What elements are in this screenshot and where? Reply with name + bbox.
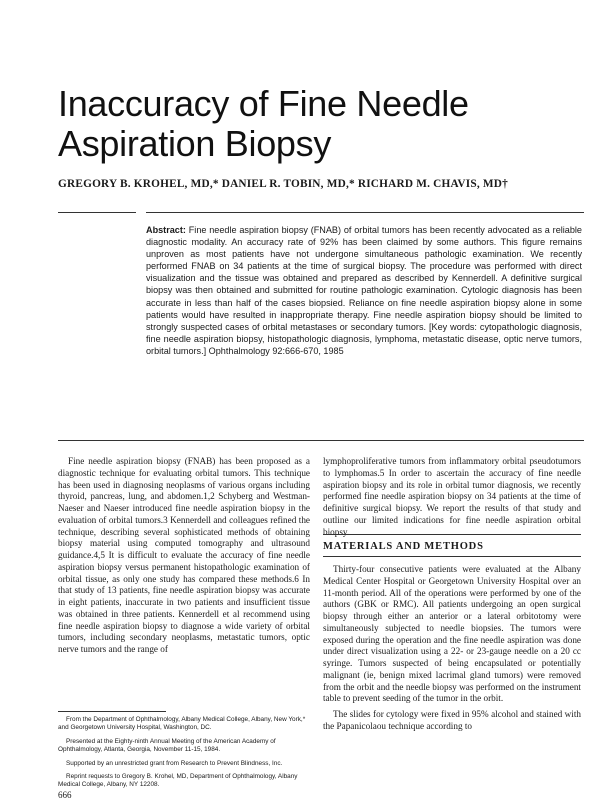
body-column-left <box>58 456 310 656</box>
section-rule-bottom <box>323 556 581 557</box>
section-rule-top <box>323 534 581 535</box>
article-title-line-1: Inaccuracy of Fine Needle <box>58 83 469 124</box>
methods-paragraph-2: The slides for cytology were fixed in 95% alcohol and stained with the Papanicolaou technique according to <box>323 709 581 731</box>
author-list: GREGORY B. KROHEL, MD,* DANIEL R. TOBIN, MD,* RICHARD M. CHAVIS, MD† <box>58 178 508 190</box>
section-heading-methods: MATERIALS AND METHODS <box>323 541 484 552</box>
footnote-presented: Presented at the Eighty-ninth Annual Meeting of the American Academy of Ophthalmology, Atlanta, Georgia, November 11-15, 1984. <box>58 737 276 754</box>
intro-paragraph: Fine needle aspiration biopsy (FNAB) has been proposed as a diagnostic technique for evaluating orbital tumors. This technique has been used in diagnosing neoplasms of various organs including thyroid, pancreas, lung, and abdomen.1,2 Schyberg and Westman-Naeser and Naeser introduced fine needle aspiration biopsy in the evaluation of orbital tumors.3 Kennerdell and colleagues refined the technique, describing several sophisticated methods of obtaining biopsy material using computed tomography and ultrasound guidance.4,5 It is difficult to evaluate the accuracy of fine needle aspiration biopsy versus permanent histopathologic examination of orbital tissue, as only one study has compared these methods.6 In that study of 13 patients, fine needle aspiration biopsy was accurate in eight patients, inaccurate in two patients and insufficient tissue was obtained in three patients. Kennerdell et al recommend using fine needle aspiration biopsy to diagnose a wide variety of orbital tumors, including secondary neoplasms, metastatic tumors, optic nerve tumors and the range of <box>58 456 310 654</box>
article-title-line-2: Aspiration Biopsy <box>58 123 332 164</box>
footnote-rule <box>58 711 166 712</box>
footnote-reprints: Reprint requests to Gregory B. Krohel, MD, Department of Ophthalmology, Albany Medical College, Albany, NY 12208. <box>58 773 298 789</box>
footnote-support: Supported by an unrestricted grant from Research to Prevent Blindness, Inc. <box>66 759 283 767</box>
body-column-right <box>323 456 581 538</box>
abstract-bottom-rule <box>58 440 584 441</box>
footnotes <box>58 716 310 795</box>
methods-paragraph-1: Thirty-four consecutive patients were evaluated at the Albany Medical Center Hospital or Georgetown University Hospital over an 11-month period. All of the operations were performed by one of the authors (GBK or RMC). All patients undergoing an open surgical biopsy through either an anterior or a lateral orbitotomy were simultaneously subjected to needle biopsies. The tumors were exposed during the operation and the fine needle aspiration was done under direct visualization using a 22- or 23-gauge needle on a 20 cc syringe. Tumors suspected of being encapsulated or potentially malignant (ie, benign mixed lacrimal gland tumors) were removed from the orbit and the needle biopsy was performed on the instrument table to prevent seeding of the tumor in the orbit. <box>323 564 581 704</box>
intro-paragraph-continued: lymphoproliferative tumors from inflammatory orbital pseudotumors to lymphomas.5 In order to ascertain the accuracy of fine needle aspiration biopsy and its role in orbital tumor diagnosis, we recently performed fine needle aspiration biopsy on 34 patients at the time of definitive surgical biopsy. We report the results of that study and outline our limited indications for fine needle aspiration orbital biopsy. <box>323 456 581 537</box>
page-number: 666 <box>58 790 72 800</box>
footnote-affiliation: From the Department of Ophthalmology, Albany Medical College, Albany, New York,* and Georgetown University Hospital, Washington, DC. <box>58 716 306 732</box>
abstract-text: Fine needle aspiration biopsy (FNAB) of orbital tumors has been recently advocated as a reliable diagnostic modality. An accuracy rate of 92% has been claimed by some authors. This figure remains unproven as most patients have not undergone simultaneous pathologic examination. We recently performed FNAB on 34 patients at the time of surgical biopsy. The procedure was performed with direct visualization and the tissue was obtained and prepared as described by Kennerdell. A definitive surgical biopsy was then obtained and submitted for routine pathologic examination. Cytologic diagnosis has been accurate in less than half of the cases biopsied. Reliance on fine needle aspiration biopsy alone in some patients would have resulted in inappropriate therapy. Fine needle aspiration biopsy should be limited to strongly suspected cases of orbital metastases or secondary tumors. [Key words: cytopathologic diagnosis, fine needle aspiration biopsy, histopathologic diagnosis, lymphoma, metastatic disease, optic nerve tumors, orbital tumors.] Ophthalmology 92:666-670, 1985 <box>146 225 582 356</box>
methods-text <box>323 564 581 733</box>
abstract-block <box>146 224 582 357</box>
header-rule-left <box>58 212 136 213</box>
article-title <box>58 84 558 164</box>
abstract-label: Abstract: <box>146 225 186 235</box>
abstract-top-rule <box>146 212 584 213</box>
